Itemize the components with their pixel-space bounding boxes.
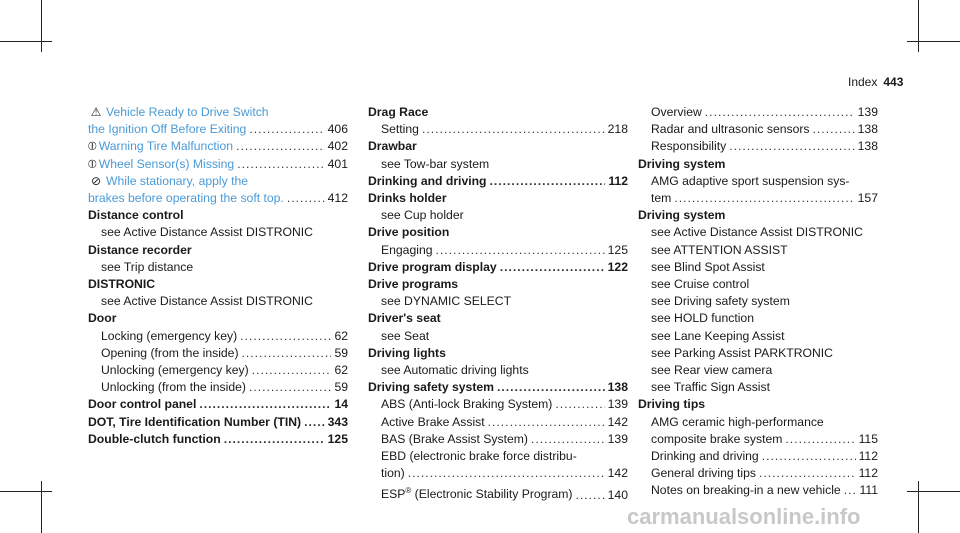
leader-dots — [762, 448, 856, 465]
index-entry — [368, 362, 628, 379]
entry-text: see Active Distance Assist DISTRONIC — [101, 294, 313, 309]
leader-dots — [488, 414, 605, 431]
index-entry — [638, 242, 878, 259]
leader-dots — [436, 242, 605, 259]
entry-text[interactable]: Warning Tire Malfunction — [98, 139, 234, 154]
crop-mark — [918, 0, 919, 52]
page-ref: 122 — [607, 259, 628, 274]
index-heading — [368, 190, 628, 207]
index-entry — [638, 362, 878, 379]
index-entry[interactable] — [88, 138, 348, 155]
index-entry — [88, 224, 348, 241]
leader-dots — [813, 121, 855, 138]
entry-text: see DYNAMIC SELECT — [381, 294, 512, 309]
entry-text: see Driving safety system — [651, 294, 790, 309]
entry-text: see Automatic driving lights — [381, 363, 529, 378]
index-heading — [368, 310, 628, 327]
index-heading — [638, 396, 878, 413]
page-ref: 125 — [607, 242, 628, 257]
leader-dots — [705, 104, 855, 121]
index-entry — [88, 345, 348, 362]
index-entry — [638, 379, 878, 396]
index-entry — [638, 224, 878, 241]
index-entry — [638, 293, 878, 310]
index-heading — [88, 276, 348, 293]
index-entry[interactable] — [88, 104, 348, 121]
entry-text: AMG adaptive sport suspension sys- — [651, 173, 850, 188]
index-column-2 — [368, 104, 628, 504]
index-entry — [638, 173, 878, 190]
entry-text: Responsibility — [651, 139, 727, 154]
page-ref: 138 — [607, 380, 628, 395]
index-entry — [88, 362, 348, 379]
index-entry — [368, 242, 628, 259]
entry-text: composite brake system — [651, 431, 783, 446]
entry-text: Drawbar — [368, 139, 417, 154]
leader-dots — [531, 431, 605, 448]
page-ref: 142 — [607, 466, 628, 481]
leader-dots — [785, 431, 855, 448]
entry-text: Drive program display — [368, 259, 497, 274]
entry-text: ESP® (Electronic Stability Program) — [381, 486, 573, 502]
entry-text: DOT, Tire Identification Number (TIN) — [88, 414, 302, 429]
leader-dots — [287, 190, 325, 207]
entry-text: Drinking and driving — [651, 449, 759, 464]
entry-text: Driving lights — [368, 345, 446, 360]
leader-dots — [555, 396, 604, 413]
entry-text: Drag Race — [368, 105, 429, 119]
entry-text: Drive position — [368, 225, 450, 240]
entry-text: see HOLD function — [651, 311, 754, 326]
entry-text: DISTRONIC — [88, 277, 156, 292]
entry-text: Double-clutch function — [88, 431, 221, 446]
index-entry — [638, 345, 878, 362]
entry-text: see Trip distance — [101, 259, 194, 274]
entry-text: tem — [651, 191, 672, 206]
index-entry[interactable] — [88, 156, 348, 173]
entry-text: see Blind Spot Assist — [651, 259, 765, 274]
index-heading — [88, 414, 348, 431]
leader-dots — [199, 396, 331, 413]
entry-text: see Lane Keeping Assist — [651, 328, 785, 343]
entry-text: Door — [88, 311, 117, 326]
leader-dots — [844, 482, 857, 499]
page-ref: 138 — [857, 139, 878, 154]
index-heading — [368, 259, 628, 276]
entry-text: Driving safety system — [368, 380, 494, 395]
page-ref: 343 — [327, 414, 348, 429]
leader-dots — [240, 328, 331, 345]
entry-text: Notes on breaking-in a new vehicle — [651, 483, 841, 498]
leader-dots — [490, 173, 606, 190]
entry-text: see Cruise control — [651, 277, 750, 292]
entry-text[interactable]: brakes before operating the soft top. — [88, 191, 284, 206]
entry-text: Drinks holder — [368, 191, 447, 206]
entry-text: Unlocking (emergency key) — [101, 363, 249, 378]
entry-text: EBD (electronic brake force distribu- — [381, 449, 577, 464]
entry-text: AMG ceramic high-performance — [651, 414, 824, 429]
index-entry — [368, 207, 628, 224]
page-header — [848, 75, 903, 89]
leader-dots — [408, 465, 605, 482]
entry-text: see Tow-bar system — [381, 156, 490, 171]
entry-text: General driving tips — [651, 466, 756, 481]
tire-pressure-icon: ⦶ — [88, 139, 97, 154]
entry-text[interactable]: Vehicle Ready to Drive Switch — [106, 105, 269, 119]
page-ref: 139 — [607, 431, 628, 446]
index-entry — [638, 465, 878, 482]
crop-mark — [918, 481, 919, 533]
entry-text: BAS (Brake Assist System) — [381, 431, 528, 446]
index-heading — [368, 173, 628, 190]
index-heading — [88, 431, 348, 448]
entry-text: Overview — [651, 105, 702, 119]
index-entry — [368, 328, 628, 345]
entry-text: Drive programs — [368, 277, 459, 292]
leader-dots — [249, 121, 324, 138]
entry-text: see Active Distance Assist DISTRONIC — [101, 225, 313, 240]
entry-text: Engaging — [381, 242, 433, 257]
entry-text: Unlocking (from the inside) — [101, 380, 246, 395]
index-entry — [368, 121, 628, 138]
crop-mark — [907, 491, 960, 492]
entry-text: Drinking and driving — [368, 173, 487, 188]
page-ref: 62 — [334, 328, 348, 343]
leader-dots — [224, 431, 325, 448]
index-entry[interactable] — [88, 121, 348, 138]
page-ref: 125 — [327, 431, 348, 446]
entry-text: tion) — [381, 466, 405, 481]
leader-dots — [500, 259, 605, 276]
index-entry — [368, 465, 628, 482]
crop-mark — [41, 481, 42, 533]
index-entry — [638, 190, 878, 207]
leader-dots — [304, 414, 325, 431]
index-entry — [638, 276, 878, 293]
index-entry — [368, 414, 628, 431]
index-heading — [88, 207, 348, 224]
index-entry — [638, 138, 878, 155]
page-ref: 140 — [607, 487, 628, 502]
entry-text: Distance control — [88, 208, 184, 223]
entry-text[interactable]: While stationary, apply the — [106, 173, 249, 188]
index-entry[interactable] — [88, 173, 348, 190]
entry-text: Opening (from the inside) — [101, 345, 239, 360]
page-ref: 59 — [334, 345, 348, 360]
index-entry — [368, 293, 628, 310]
page-ref: 138 — [857, 122, 878, 137]
index-heading — [368, 138, 628, 155]
leader-dots — [576, 487, 605, 504]
index-entry — [88, 293, 348, 310]
leader-dots — [236, 138, 325, 155]
index-heading — [368, 379, 628, 396]
page-ref: 59 — [334, 380, 348, 395]
entry-text: see Active Distance Assist DISTRONIC — [651, 225, 863, 240]
entry-text: see ATTENTION ASSIST — [651, 242, 788, 257]
leader-dots — [422, 121, 605, 138]
index-heading — [368, 345, 628, 362]
leader-dots — [729, 138, 854, 155]
watermark: carmanualsonline.info — [627, 504, 861, 529]
page-ref: 402 — [327, 139, 348, 154]
page-ref: 142 — [607, 414, 628, 429]
index-entry — [368, 156, 628, 173]
page-ref: 115 — [858, 431, 878, 446]
crop-mark — [907, 41, 960, 42]
leader-dots — [252, 362, 332, 379]
entry-text: see Traffic Sign Assist — [651, 380, 770, 395]
index-entry — [88, 328, 348, 345]
leader-dots — [674, 190, 854, 207]
index-entry — [368, 396, 628, 413]
entry-text: Setting — [381, 122, 419, 137]
entry-text: ABS (Anti-lock Braking System) — [381, 397, 553, 412]
entry-text: Driver's seat — [368, 311, 441, 326]
index-entry — [638, 259, 878, 276]
entry-text[interactable]: the Ignition Off Before Exiting — [88, 122, 247, 137]
index-heading — [638, 207, 878, 224]
page-ref: 218 — [607, 122, 628, 137]
index-heading — [368, 104, 628, 121]
entry-text: Distance recorder — [88, 242, 192, 257]
page-number: 443 — [883, 75, 904, 89]
page-ref: 111 — [859, 483, 878, 498]
entry-text: Active Brake Assist — [381, 414, 485, 429]
index-entry — [88, 379, 348, 396]
index-entry — [638, 414, 878, 431]
entry-text: see Parking Assist PARKTRONIC — [651, 345, 833, 360]
page-ref: 62 — [334, 363, 348, 378]
entry-text: see Seat — [381, 328, 430, 343]
page-ref: 406 — [327, 122, 348, 137]
crop-mark — [0, 491, 52, 492]
index-entry — [638, 121, 878, 138]
index-heading — [88, 310, 348, 327]
index-entry — [638, 104, 878, 121]
index-heading — [88, 396, 348, 413]
page-ref: 139 — [857, 105, 878, 119]
page-ref: 139 — [607, 397, 628, 412]
entry-text: Radar and ultrasonic sensors — [651, 122, 810, 137]
index-heading — [638, 156, 878, 173]
index-entry — [638, 310, 878, 327]
parking-brake-icon: ⊘ — [90, 173, 102, 188]
page-ref: 401 — [327, 156, 348, 171]
entry-text: Driving system — [638, 208, 726, 223]
index-heading — [368, 276, 628, 293]
crop-mark — [41, 0, 42, 52]
index-column-3 — [638, 104, 878, 500]
index-entry — [368, 448, 628, 465]
entry-text: see Cup holder — [381, 208, 464, 223]
index-entry — [638, 448, 878, 465]
index-column-1 — [88, 104, 348, 448]
leader-dots — [759, 465, 856, 482]
leader-dots — [249, 379, 331, 396]
header-label: Index — [848, 75, 878, 89]
entry-text: Driving tips — [638, 397, 706, 412]
leader-dots — [497, 379, 605, 396]
entry-text: Door control panel — [88, 397, 197, 412]
page-ref: 112 — [858, 466, 878, 481]
leader-dots — [237, 156, 324, 173]
entry-text: Locking (emergency key) — [101, 328, 238, 343]
index-entry[interactable] — [88, 190, 348, 207]
index-heading — [368, 224, 628, 241]
page-ref: 157 — [857, 191, 878, 206]
entry-text[interactable]: Wheel Sensor(s) Missing — [98, 156, 235, 171]
index-entry — [638, 482, 878, 499]
entry-text: see Rear view camera — [651, 363, 773, 378]
crop-mark — [0, 41, 52, 42]
index-entry — [638, 328, 878, 345]
index-entry — [638, 431, 878, 448]
page-ref: 412 — [327, 191, 348, 206]
page-ref: 112 — [858, 449, 878, 464]
page-ref: 14 — [334, 397, 348, 412]
index-heading — [88, 242, 348, 259]
index-entry — [88, 259, 348, 276]
entry-text: Driving system — [638, 156, 726, 171]
index-entry — [368, 482, 628, 503]
page-ref: 112 — [608, 173, 628, 188]
tire-pressure-icon: ⦶ — [88, 156, 97, 171]
leader-dots — [242, 345, 332, 362]
index-entry — [368, 431, 628, 448]
warning-triangle-icon: ⚠ — [90, 105, 102, 119]
